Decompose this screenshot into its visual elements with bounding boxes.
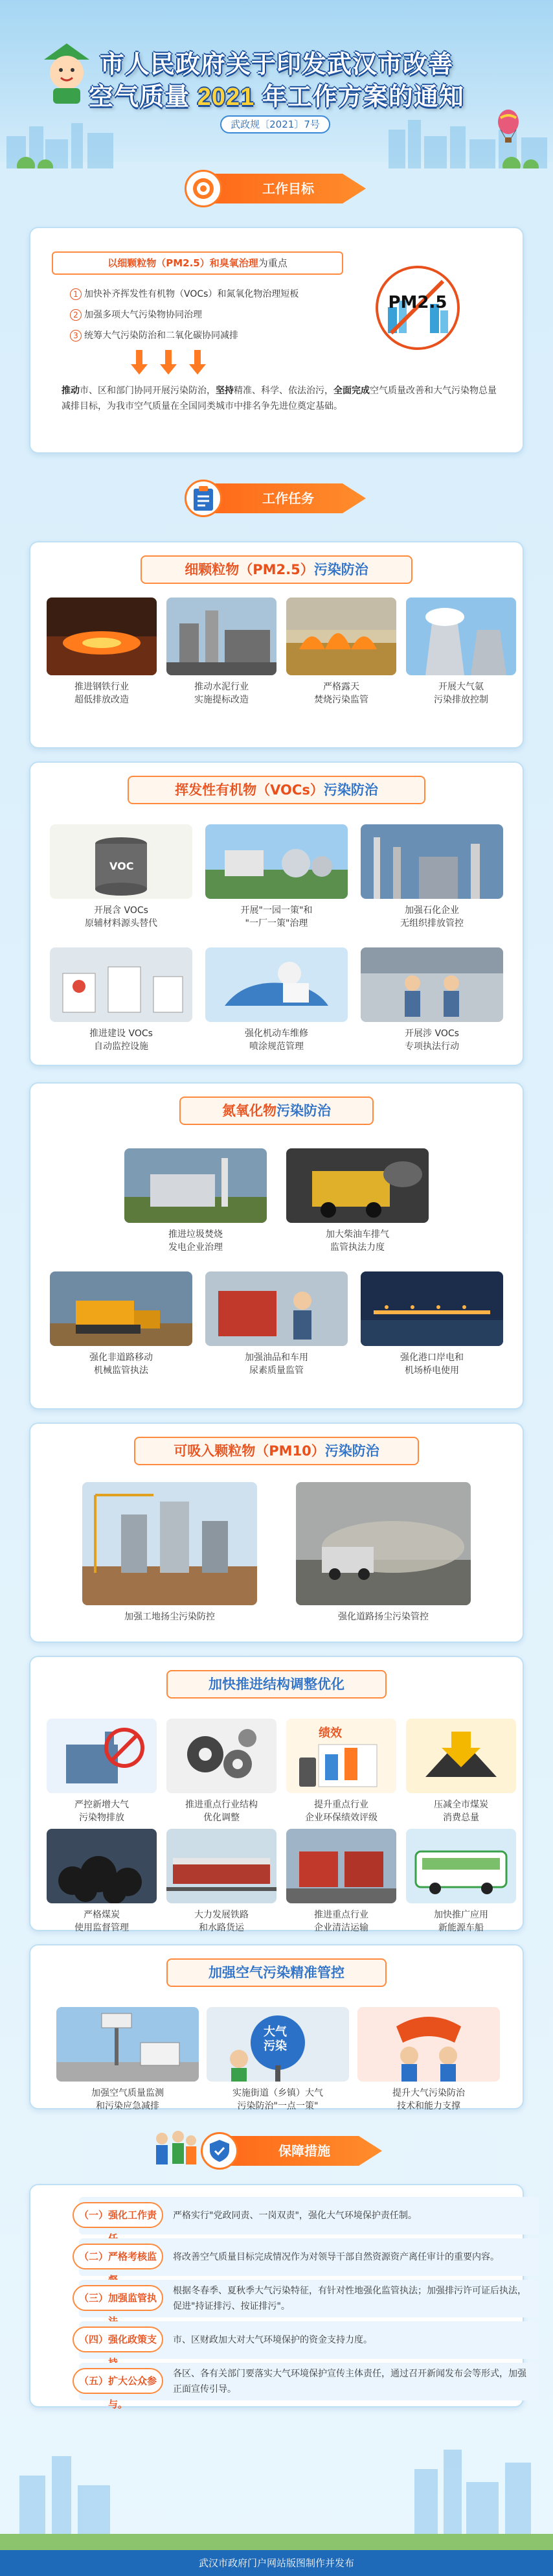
task-item — [47, 1719, 157, 1824]
caption-line: 和污染应急减排 — [96, 2101, 159, 2111]
caption-line: 和水路货运 — [199, 1923, 244, 1933]
measure-row — [79, 2197, 539, 2234]
caption-line: 监管执法力度 — [330, 1242, 385, 1253]
task-item — [207, 2007, 349, 2113]
gears-illustration — [166, 1719, 276, 1793]
task-item — [56, 2007, 199, 2113]
truck-fleet-photo — [286, 1829, 396, 1903]
port-at-night-photo — [361, 1271, 503, 1346]
task-item-caption — [205, 1351, 348, 1377]
caption-line: 开展大气氨 — [438, 682, 484, 692]
task-item — [205, 824, 348, 930]
goal-item — [70, 287, 299, 300]
new-energy-bus-photo — [406, 1829, 516, 1903]
clipboard-icon — [185, 480, 222, 517]
task-item — [357, 2007, 500, 2113]
caption-line: 严控新增大气 — [74, 1800, 129, 1810]
construction-site-photo — [82, 1482, 257, 1605]
task-item — [47, 1829, 157, 1934]
pill-text: 可吸入颗粒物（PM10） — [174, 1443, 325, 1459]
measure-tag: （一）强化工作责 — [73, 2202, 163, 2228]
caption-line: "一厂一策"治理 — [245, 918, 308, 929]
caption-line: 加强石化企业 — [405, 905, 459, 916]
task-item-caption — [47, 1909, 157, 1934]
task-item-caption — [296, 1610, 471, 1623]
caption-line: 无组织排放管控 — [400, 918, 464, 929]
para-bold: 推动 — [62, 386, 80, 396]
bulldozer-photo — [50, 1271, 192, 1346]
task-item — [50, 824, 192, 930]
fuel-inspection-photo — [205, 1271, 348, 1346]
paint-can-photo — [50, 824, 192, 899]
para-bold: 坚持 — [216, 386, 234, 396]
task-item — [47, 598, 157, 706]
measure-row — [79, 2321, 539, 2359]
pollution-sign-illustration — [207, 2007, 349, 2082]
hot-air-balloon-icon — [495, 109, 521, 148]
task-item — [406, 598, 516, 706]
task-item — [361, 824, 503, 930]
para-bold: 全面完成 — [333, 386, 370, 396]
task-item — [286, 598, 396, 706]
para-text: 市、区和部门协同开展污染防治， — [80, 386, 216, 396]
goal-item-number: 2 — [70, 309, 82, 321]
caption-line: 开展含 VOCs — [94, 905, 148, 916]
task-item — [166, 598, 276, 706]
industrial-park-photo — [205, 824, 348, 899]
measure-tag: （四）强化政策支 — [73, 2327, 163, 2352]
caption-line: 强化港口岸电和 — [400, 1352, 464, 1363]
goal-headline — [52, 251, 343, 275]
caption-line: 超低排放改造 — [74, 695, 129, 705]
caption-line: 机械监管执法 — [94, 1365, 148, 1376]
goal-item — [70, 329, 238, 342]
caption-line: 企业清洁运输 — [314, 1923, 368, 1933]
no-emission-illustration — [47, 1719, 157, 1793]
caption-line: 专项执法行动 — [405, 1041, 459, 1052]
cooling-tower-photo — [406, 598, 516, 675]
caption-line: 实施提标改造 — [194, 695, 249, 705]
task-item-caption — [50, 1027, 192, 1053]
caption-line: 自动监控设施 — [94, 1041, 148, 1052]
measure-row — [79, 2280, 539, 2317]
air-monitor-station-photo — [56, 2007, 199, 2082]
caption-line: 焚烧污染监管 — [314, 695, 368, 705]
task-item — [361, 947, 503, 1053]
caption-line: 使用监督管理 — [74, 1923, 129, 1933]
caption-line: 新能源车船 — [438, 1923, 484, 1933]
caption-line: 提升重点行业 — [314, 1800, 368, 1810]
task-item-caption — [406, 680, 516, 706]
section-title: 工作任务 — [262, 491, 314, 506]
pill-text-blue: 污染防治 — [324, 1443, 379, 1459]
task-card-nox — [29, 1082, 524, 1410]
task-card-title — [134, 1437, 419, 1465]
measures-card — [29, 2184, 524, 2408]
task-item-caption — [361, 904, 503, 930]
task-card-structure — [29, 1656, 524, 1931]
task-item — [286, 1719, 396, 1824]
caption-line: 推进重点行业 — [314, 1910, 368, 1920]
goal-item-text: 统筹大气污染防治和二氧化碳协同减排 — [84, 331, 238, 341]
task-item-caption — [56, 2087, 199, 2113]
task-item-caption — [124, 1228, 267, 1254]
goal-paragraph — [62, 383, 502, 414]
task-item-caption — [357, 2087, 500, 2113]
caption-line: 加强工地扬尘污染防控 — [124, 1612, 215, 1622]
pm25-badge-icon — [376, 266, 460, 350]
pill-text: 细颗粒物（PM2.5） — [185, 562, 314, 577]
caption-line: 污染排放控制 — [434, 695, 488, 705]
vocs-can-label: VOC — [109, 860, 134, 872]
measure-text: 市、区财政加大对大气环境保护的资金支持力度。 — [173, 2335, 372, 2345]
task-item-caption — [166, 1798, 276, 1824]
measure-tag: （三）加强监管执 — [73, 2285, 163, 2311]
pm25-badge-text: PM2.5 — [388, 293, 447, 312]
coal-pile-photo — [47, 1829, 157, 1903]
title-year: 2021 — [197, 84, 255, 111]
down-arrows-icon — [130, 350, 214, 376]
header-banner — [0, 0, 553, 162]
law-enforcement-photo — [361, 947, 503, 1022]
task-item-caption — [166, 680, 276, 706]
goal-headline-rest: 为重点 — [258, 257, 288, 269]
road-dust-photo — [296, 1482, 471, 1605]
caption-line: 消费总量 — [443, 1813, 479, 1823]
caption-line: 机场桥电使用 — [405, 1365, 459, 1376]
para-text: 空气质量改善和大气污染物总量减排目标，为我市空气质量在全国同类城市中排名争先进位奠定基础。 — [62, 386, 497, 412]
task-item-caption — [406, 1909, 516, 1934]
task-item — [166, 1719, 276, 1824]
goal-headline-bold: 以细颗粒物（PM2.5）和臭氧治理 — [107, 257, 258, 269]
section-banner-tasks — [185, 480, 372, 517]
goal-item-number: 1 — [70, 288, 82, 300]
task-card-title — [166, 1958, 387, 1987]
caption-line: 企业环保绩效评级 — [305, 1813, 378, 1823]
freight-train-photo — [166, 1829, 276, 1903]
caption-line: 技术和能力支撑 — [397, 2101, 460, 2111]
steel-mill-photo — [47, 598, 157, 675]
task-item-caption — [207, 2087, 349, 2113]
target-icon — [185, 170, 222, 207]
section-banner-goal — [185, 170, 372, 207]
footer: 武汉市政府门户网站版图制作并发布 — [0, 2550, 553, 2576]
measure-text: 各区、各有关部门要落实大气环境保护宣传主体责任，通过召开新闻发布会等形式，加强正面宣传引导。 — [173, 2369, 526, 2395]
caption-line: 污染物排放 — [79, 1813, 124, 1823]
task-card-vocs — [29, 761, 524, 1066]
measure-tag: （二）严格考核监 — [73, 2244, 163, 2269]
task-item-caption — [286, 1798, 396, 1824]
task-item-caption — [205, 904, 348, 930]
page-title-line1: 市人民政府关于印发武汉市改善 — [99, 51, 453, 78]
measure-row — [78, 2363, 539, 2410]
monitoring-facility-photo — [50, 947, 192, 1022]
caption-line: 尿素质量监管 — [249, 1365, 304, 1376]
pill-text: 加快推进结构调整优化 — [209, 1677, 344, 1692]
task-item-caption — [361, 1027, 503, 1053]
caption-line: 严格露天 — [323, 682, 359, 692]
title-part: 年工作方案的通知 — [262, 84, 464, 111]
caption-line: 加快推广应用 — [434, 1910, 488, 1920]
sign-line: 污染 — [264, 2039, 287, 2053]
caption-line: 开展"一园一策"和 — [240, 905, 313, 916]
task-item-caption — [50, 1351, 192, 1377]
task-item — [124, 1148, 267, 1254]
task-item-caption — [286, 1228, 429, 1254]
pill-text-blue: 污染防治 — [323, 782, 378, 798]
task-item — [82, 1482, 257, 1623]
caption-line: 优化调整 — [203, 1813, 240, 1823]
task-item — [406, 1719, 516, 1824]
caption-line: 大力发展铁路 — [194, 1910, 249, 1920]
task-item — [205, 1271, 348, 1377]
task-item — [361, 1271, 503, 1377]
document-number: 武政规〔2021〕7号 — [220, 115, 330, 133]
section-title: 工作目标 — [262, 181, 314, 196]
caption-line: 原辅材料源头替代 — [85, 918, 157, 929]
pill-text: 氮氧化物 — [222, 1103, 276, 1119]
caption-line: 强化道路扬尘污染管控 — [338, 1612, 429, 1622]
task-card-pm25 — [29, 541, 524, 748]
diesel-truck-photo — [286, 1148, 429, 1223]
task-item — [286, 1148, 429, 1254]
pill-text-blue: 污染防治 — [313, 562, 368, 577]
task-item — [205, 947, 348, 1053]
task-item — [406, 1829, 516, 1934]
pill-text-blue: 污染防治 — [276, 1103, 331, 1119]
task-item — [166, 1829, 276, 1934]
measure-tag: （五）扩大公众参与。 — [73, 2368, 163, 2394]
caption-line: 污染防治"一点一策" — [237, 2101, 319, 2111]
task-card-title — [166, 1670, 387, 1699]
shield-icon — [201, 2132, 238, 2170]
measure-text: 根据冬春季、夏秋季大气污染特征，有针对性地强化监管执法；加强排污许可证后执法，促进"持证排污、按证排污"。 — [173, 2286, 526, 2312]
measure-text: 严格实行"党政同责、一岗双责"，强化大气环境保护责任制。 — [173, 2210, 417, 2221]
caption-line: 加大柴油车排气 — [326, 1229, 389, 1240]
goal-item — [70, 308, 202, 321]
task-item-caption — [47, 1798, 157, 1824]
caption-line: 喷涂规范管理 — [249, 1041, 304, 1052]
task-card-precision — [29, 1944, 524, 2109]
caption-line: 推进重点行业结构 — [185, 1800, 258, 1810]
goal-item-text: 加强多项大气污染物协同治理 — [84, 310, 202, 320]
incineration-plant-photo — [124, 1148, 267, 1223]
caption-line: 推动水泥行业 — [194, 682, 249, 692]
task-item-caption — [205, 1027, 348, 1053]
sign-line: 大气 — [264, 2025, 287, 2039]
pill-text: 挥发性有机物（VOCs） — [175, 782, 324, 798]
people-illustration — [149, 2129, 201, 2177]
para-text: 精准、科学、依法治污， — [234, 386, 333, 396]
caption-line: 提升大气污染防治 — [392, 2088, 465, 2098]
cement-plant-photo — [166, 598, 276, 675]
caption-line: 加强空气质量监测 — [91, 2088, 164, 2098]
task-item-caption — [361, 1351, 503, 1377]
task-card-title — [128, 776, 425, 804]
performance-label: 绩效 — [319, 1726, 342, 1740]
task-card-pm10 — [29, 1422, 524, 1643]
bottom-cityscape-illustration — [0, 2424, 553, 2550]
caption-line: 强化机动车维修 — [245, 1028, 308, 1039]
task-item — [50, 947, 192, 1053]
task-item-caption — [50, 904, 192, 930]
pill-text: 加强空气污染精准管控 — [209, 1965, 344, 1980]
field-burning-photo — [286, 598, 396, 675]
task-item-caption — [47, 680, 157, 706]
measure-row — [79, 2238, 539, 2276]
coal-reduction-illustration — [406, 1719, 516, 1793]
measure-text: 将改善空气质量目标完成情况作为对领导干部自然资源资产离任审计的重要内容。 — [173, 2252, 499, 2262]
caption-line: 推进垃圾焚烧 — [168, 1229, 223, 1240]
task-item-caption — [286, 680, 396, 706]
caption-line: 严格煤炭 — [84, 1910, 120, 1920]
caption-line: 推进建设 VOCs — [89, 1028, 153, 1039]
section-title: 保障措施 — [278, 2143, 330, 2159]
goal-item-number: 3 — [70, 330, 82, 342]
caption-line: 强化非道路移动 — [89, 1352, 153, 1363]
pollution-sign-text — [264, 2025, 287, 2054]
performance-illustration — [286, 1719, 396, 1793]
caption-line: 压减全市煤炭 — [434, 1800, 488, 1810]
goal-item-text: 加快补齐挥发性有机物（VOCs）和氮氧化物治理短板 — [84, 289, 299, 299]
car-spray-painting-photo — [205, 947, 348, 1022]
task-card-title — [179, 1097, 374, 1125]
task-item — [286, 1829, 396, 1934]
title-part: 空气质量 — [89, 84, 190, 111]
petrochemical-plant-photo — [361, 824, 503, 899]
caption-line: 推进钢铁行业 — [74, 682, 129, 692]
task-item-caption — [82, 1610, 257, 1623]
section-banner-measures — [201, 2132, 389, 2170]
caption-line: 加强油品和车用 — [245, 1352, 308, 1363]
task-item — [50, 1271, 192, 1377]
caption-line: 实施街道（乡镇）大气 — [232, 2088, 323, 2098]
task-item-caption — [166, 1909, 276, 1934]
caption-line: 开展涉 VOCs — [405, 1028, 459, 1039]
task-item-caption — [406, 1798, 516, 1824]
caption-line: 发电企业治理 — [168, 1242, 223, 1253]
page-title-line2 — [0, 76, 553, 112]
tech-support-illustration — [357, 2007, 500, 2082]
task-card-title — [141, 555, 412, 584]
task-item — [296, 1482, 471, 1623]
task-item-caption — [286, 1909, 396, 1934]
